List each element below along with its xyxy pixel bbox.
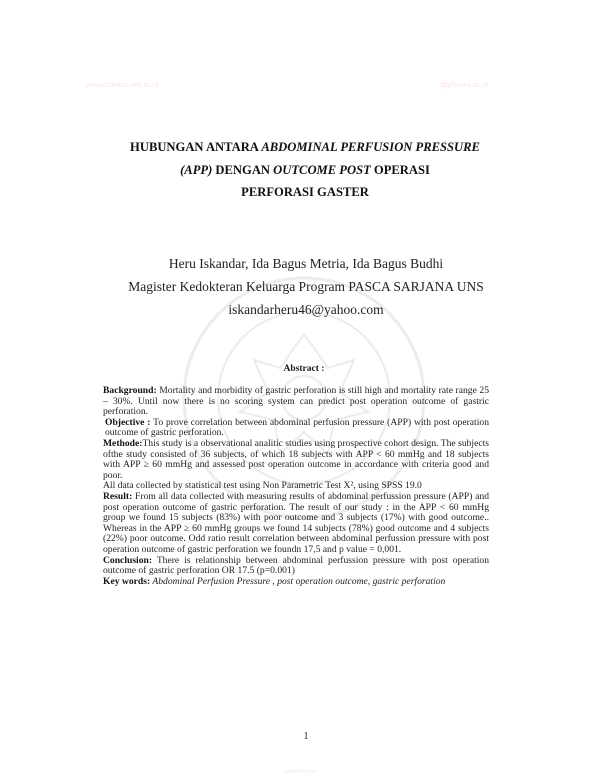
watermark-top-right: digilib.uns.ac.id — [440, 82, 488, 89]
objective-label: Objective : — [105, 416, 151, 428]
objective-text: To prove correlation between abdominal perfusion pressure (APP) with post operation outcome of gastric perforation. — [105, 416, 489, 439]
abstract-result — [103, 492, 489, 556]
abstract-objective — [103, 418, 489, 439]
title-line2-plain-b: OPERASI — [370, 162, 430, 177]
affiliation: Magister Kedokteran Keluarga Program PASCA SARJANA UNS — [128, 279, 484, 294]
background-label: Background: — [103, 385, 157, 396]
background-text: Mortality and morbidity of gastric perforation is still high and mortality rate range 25 – 30%. Until now there is no scoring system can predict post operation outcome of gastric perforation. — [103, 385, 489, 418]
title-line2-italic-a: (APP) — [180, 162, 213, 177]
methode-text: This study is a observational analitic studies using prospective cohort design. The subjects ofthe study consisted of 36 subjects, of which 18 subjects with APP < 60 mmHg and 18 subjects with APP ≥ 60 mmHg and assessed post operation outcome in accordance with criteria good and poor. — [103, 437, 489, 481]
keywords-label: Key words: — [103, 575, 151, 587]
abstract-body — [103, 386, 489, 587]
paper-title — [60, 136, 550, 204]
result-text: From all data collected with measuring results of abdominal perfussion pressure (APP) and post operation outcome of gastric perforation. The result of our study : in the APP < 60 mmHg group we found 15 subjects (83%) with poor outcome and 3 subjects (17%) with good outcome.. Whereas in the APP ≥ 60 mmHg groups we found 14 subjects (78%) good outcome and 4 subjects (22%) poor outcome. Odd ratio result correlation between abdominal perfussion pressure with post operation outcome of gastric perforation we foundn 17,5 and p value = 0,001. — [103, 490, 489, 555]
conclusion-label: Conclusion: — [103, 554, 153, 566]
title-line1-italic: ABDOMINAL PERFUSION PRESSURE — [261, 140, 480, 154]
result-label: Result: — [103, 490, 133, 502]
abstract-heading: Abstract : — [283, 364, 325, 374]
abstract-methode-2: All data collected by statistical test using Non Parametric Test X², using SPSS 19.0 — [103, 480, 422, 492]
abstract-keywords — [103, 577, 489, 588]
title-line2-plain-a: DENGAN — [212, 162, 274, 177]
title-line2-italic-b: OUTCOME POST — [273, 162, 371, 177]
abstract-background — [103, 386, 489, 418]
authors: Heru Iskandar, Ida Bagus Metria, Ida Bagus Budhi — [168, 256, 444, 271]
abstract-methode — [103, 439, 489, 481]
watermark-bottom: commit to user — [283, 769, 317, 775]
title-line3: PERFORASI GASTER — [241, 185, 369, 199]
author-email: iskandarheru46@yahoo.com — [228, 302, 384, 317]
keywords-text: Abdominal Perfusion Pressure , post operation outcome, gastric perforation — [150, 575, 446, 587]
abstract-conclusion — [103, 556, 489, 577]
page-number: 1 — [303, 731, 309, 742]
methode-label: Methode: — [103, 437, 143, 449]
title-line1-plain: HUBUNGAN ANTARA — [130, 140, 262, 154]
watermark-top-left: perpustakaan.uns.ac.id — [86, 82, 159, 89]
conclusion-text: There is relationship between abdominal perfussion pressure with post operation outcome of gastric perforation OR 17.5 (p=0.001) — [103, 554, 489, 577]
